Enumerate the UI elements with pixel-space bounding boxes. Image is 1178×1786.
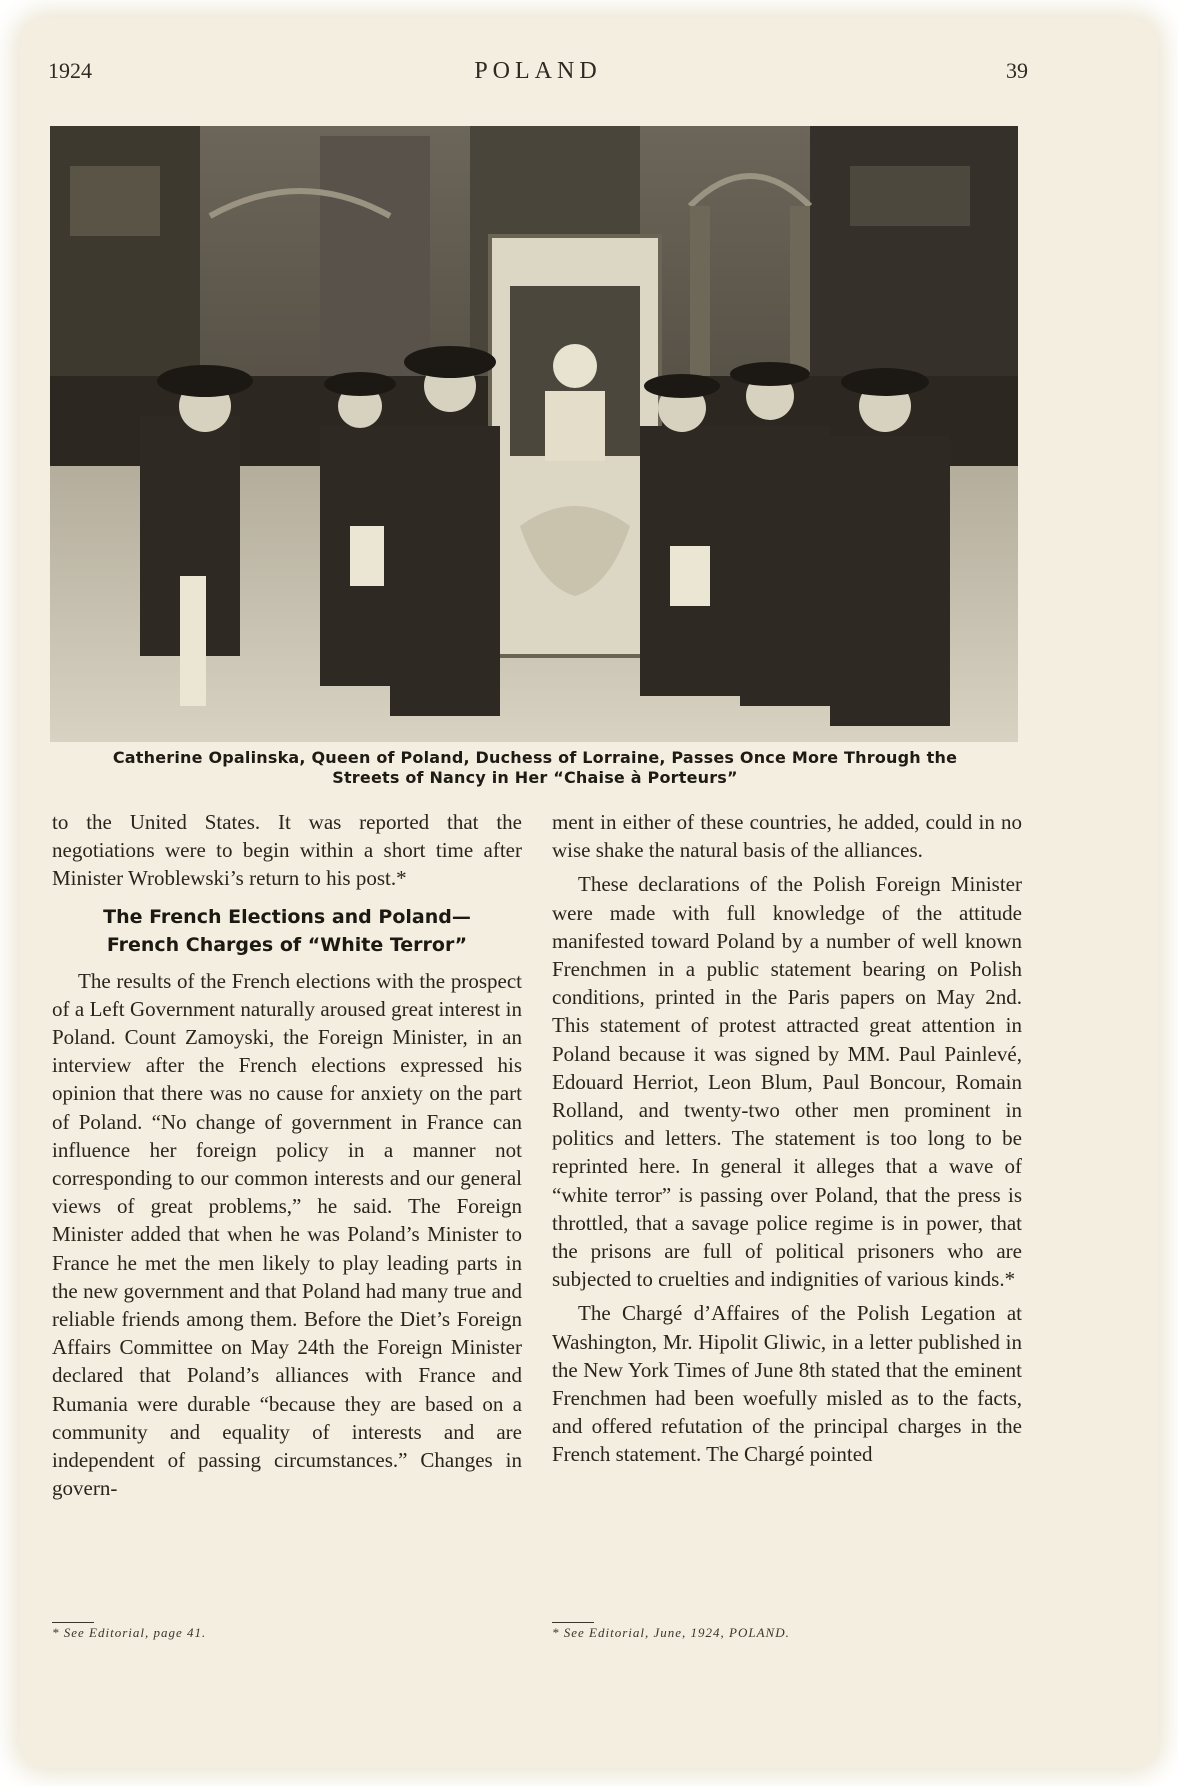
- section-heading-line-2: French Charges of “White Terror”: [106, 933, 468, 956]
- header-page-number: 39: [1006, 58, 1028, 83]
- right-column: [552, 808, 1022, 1475]
- right-footnote-text: * See Editorial, June, 1924, POLAND.: [552, 1625, 790, 1640]
- footnote-rule: [552, 1622, 594, 1623]
- left-column: [52, 808, 522, 1508]
- left-paragraph-1: to the United States. It was reported that the negotiations were to begin within a short time after Minister Wroblewski’s return to his post.*: [52, 810, 522, 891]
- right-paragraph-1: ment in either of these countries, he added, could in no wise shake the natural basis of the alliances.: [552, 810, 1022, 863]
- header-title: POLAND: [474, 58, 602, 84]
- photograph-procession: [50, 126, 1018, 742]
- left-footnote: [52, 1622, 522, 1641]
- right-footnote: [552, 1622, 1022, 1641]
- photo-caption: [50, 748, 1020, 788]
- section-heading: [52, 903, 522, 959]
- header-year: 1924: [48, 58, 92, 83]
- photograph-illustration: [50, 126, 1018, 742]
- left-paragraph-2: The results of the French elections with the prospect of a Left Government naturally aroused great interest in Poland. Count Zamoyski, the Foreign Minister, in an interview after the French elections expressed his opinion that there was no cause for anxiety on the part of Poland. “No change of government in France can influence her foreign policy in a manner not corresponding to our common interests and our general views of great problems,” he said. The Foreign Minister added that when he was Poland’s Minister to France he met the men likely to play leading parts in the new government and that Poland had many true and reliable friends among them. Before the Diet’s Foreign Affairs Committee on May 24th the Foreign Minister declared that Poland’s alliances with France and Rumania were durable “because they are based on a community and equality of interests and are independent of passing circumstances.” Changes in govern-: [52, 968, 522, 1501]
- right-paragraph-3: The Chargé d’Affaires of the Polish Legation at Washington, Mr. Hipolit Gliwic, in a letter published in the New York Times of June 8th stated that the eminent Frenchmen had been woefully misled as to the facts, and offered refutation of the principal charges in the French statement. The Chargé pointed: [552, 1301, 1022, 1467]
- page-header: [48, 58, 1028, 94]
- footnote-rule: [52, 1622, 94, 1623]
- section-heading-line-1: The French Elections and Poland—: [103, 905, 471, 928]
- right-paragraph-2: These declarations of the Polish Foreign Minister were made with full knowledge of the attitude manifested toward Poland by a number of well known Frenchmen in a public statement bearing on Polish conditions, printed in the Paris papers on May 2nd. This statement of protest attracted great attention in Poland because it was signed by MM. Paul Painlevé, Edouard Herriot, Leon Blum, Paul Boncour, Romain Rolland, and twenty-two other men prominent in politics and letters. The statement is too long to be reprinted here. In general it alleges that a wave of “white terror” is passing over Poland, that the press is throttled, that a savage police regime is in power, that the prisons are full of political prisoners who are subjected to cruelties and indignities of various kinds.*: [552, 872, 1022, 1292]
- caption-line-2: Streets of Nancy in Her “Chaise à Porteurs”: [332, 768, 738, 787]
- left-footnote-text: * See Editorial, page 41.: [52, 1625, 207, 1640]
- caption-line-1: Catherine Opalinska, Queen of Poland, Duchess of Lorraine, Passes Once More Through the: [112, 748, 958, 767]
